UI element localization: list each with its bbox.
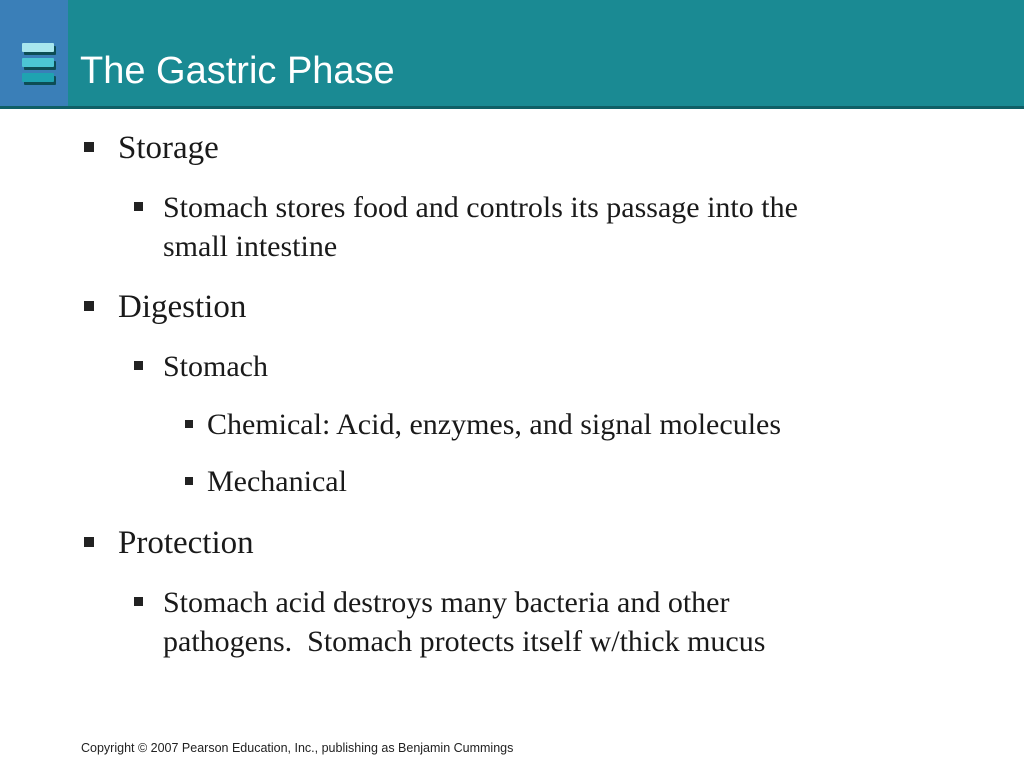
bullet-text: Storage [118,130,219,166]
bullet-text: Stomach [163,350,268,383]
bullet-text-line-2: small intestine [163,230,338,263]
bullet-text-line-2: pathogens. Stomach protects itself w/thick mucus [163,625,766,658]
bullet-text-line-1: Stomach acid destroys many bacteria and other [163,586,730,619]
slide-title: The Gastric Phase [80,50,395,92]
copyright-footer: Copyright © 2007 Pearson Education, Inc., publishing as Benjamin Cummings [81,741,514,755]
square-bullet-icon [185,477,193,485]
square-bullet-icon [134,361,143,370]
square-bullet-icon [84,142,94,152]
square-bullet-icon [134,597,143,606]
bullet-text: Protection [118,525,254,561]
square-bullet-icon [84,537,94,547]
bullet-text-line-1: Stomach stores food and controls its passage into the [163,191,798,224]
bullet-text: Chemical: Acid, enzymes, and signal molecules [207,408,782,441]
bullet-text: Mechanical [207,465,347,498]
square-bullet-icon [185,420,193,428]
square-bullet-icon [134,202,143,211]
bullet-text: Digestion [118,289,247,325]
square-bullet-icon [84,301,94,311]
